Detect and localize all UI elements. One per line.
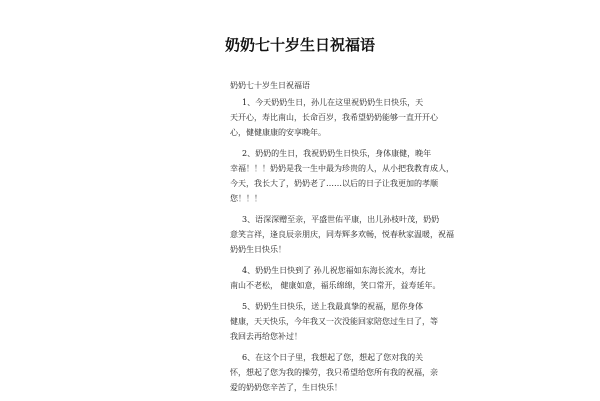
paragraph-2 [230,146,454,206]
paragraph-line: 幸福！！！奶奶是我一生中最为珍贵的人，从小把我教育成人， [230,164,454,173]
paragraph-line: 爱的奶奶您辛苦了，生日快乐！ [230,383,342,392]
paragraph-line: 4、奶奶生日快到了 孙儿祝您福如东海长流水，寿比 [242,266,426,275]
paragraph-1 [230,95,438,140]
paragraph-line: 2、奶奶的生日，我祝奶奶生日快乐，身体康健，晚年 [242,149,432,158]
page-title: 奶奶七十岁生日祝福语 [224,36,375,54]
paragraph-line: 健康，天天快乐，今年我又一次没能回家陪您过生日了，等 [230,317,438,326]
paragraph-line: 怀，想起了您为我的操劳，我只希望给您所有我的祝福，亲 [230,368,438,377]
paragraph-5 [230,299,438,344]
paragraph-line: 我回去再给您补过！ [230,332,302,341]
paragraph-line: 天开心，寿比南山，长命百岁，我希望奶奶能够一直开开心 [230,113,438,122]
paragraph-line: 5、奶奶生日快乐，送上我最真挚的祝福，愿你身体 [242,302,424,311]
paragraph-line: 奶奶生日快乐！ [230,245,286,254]
document-heading: 奶奶七十岁生日祝福语 [230,81,310,90]
paragraph-line: 6、在这个日子里，我想起了您，想起了您对我的关 [242,353,424,362]
paragraph-line: 心，健健康康的安享晚年。 [230,128,326,137]
paragraph-4 [230,263,441,293]
paragraph-line: 3、语深深赠至亲，平盛世佑平康，出儿孙枝叶茂，奶奶 [242,215,440,224]
paragraph-3 [230,212,454,257]
document-body [230,78,454,401]
paragraph-line: 您！！！ [230,194,262,203]
paragraph-line: 意笑言祥，逢良辰亲朋庆，同寿辉多欢畅，悦春秋家温暖，祝福 [230,230,454,239]
paragraph-line: 南山不老松， 健康如意，福乐绵绵，笑口常开，益寿延年。 [230,281,441,290]
paragraph-6 [230,350,438,395]
paragraph-line: 今天，我长大了，奶奶老了……以后的日子让我更加的孝顺 [230,179,438,188]
paragraph-line: 1、今天奶奶生日，孙儿在这里祝奶奶生日快乐，天 [242,98,424,107]
